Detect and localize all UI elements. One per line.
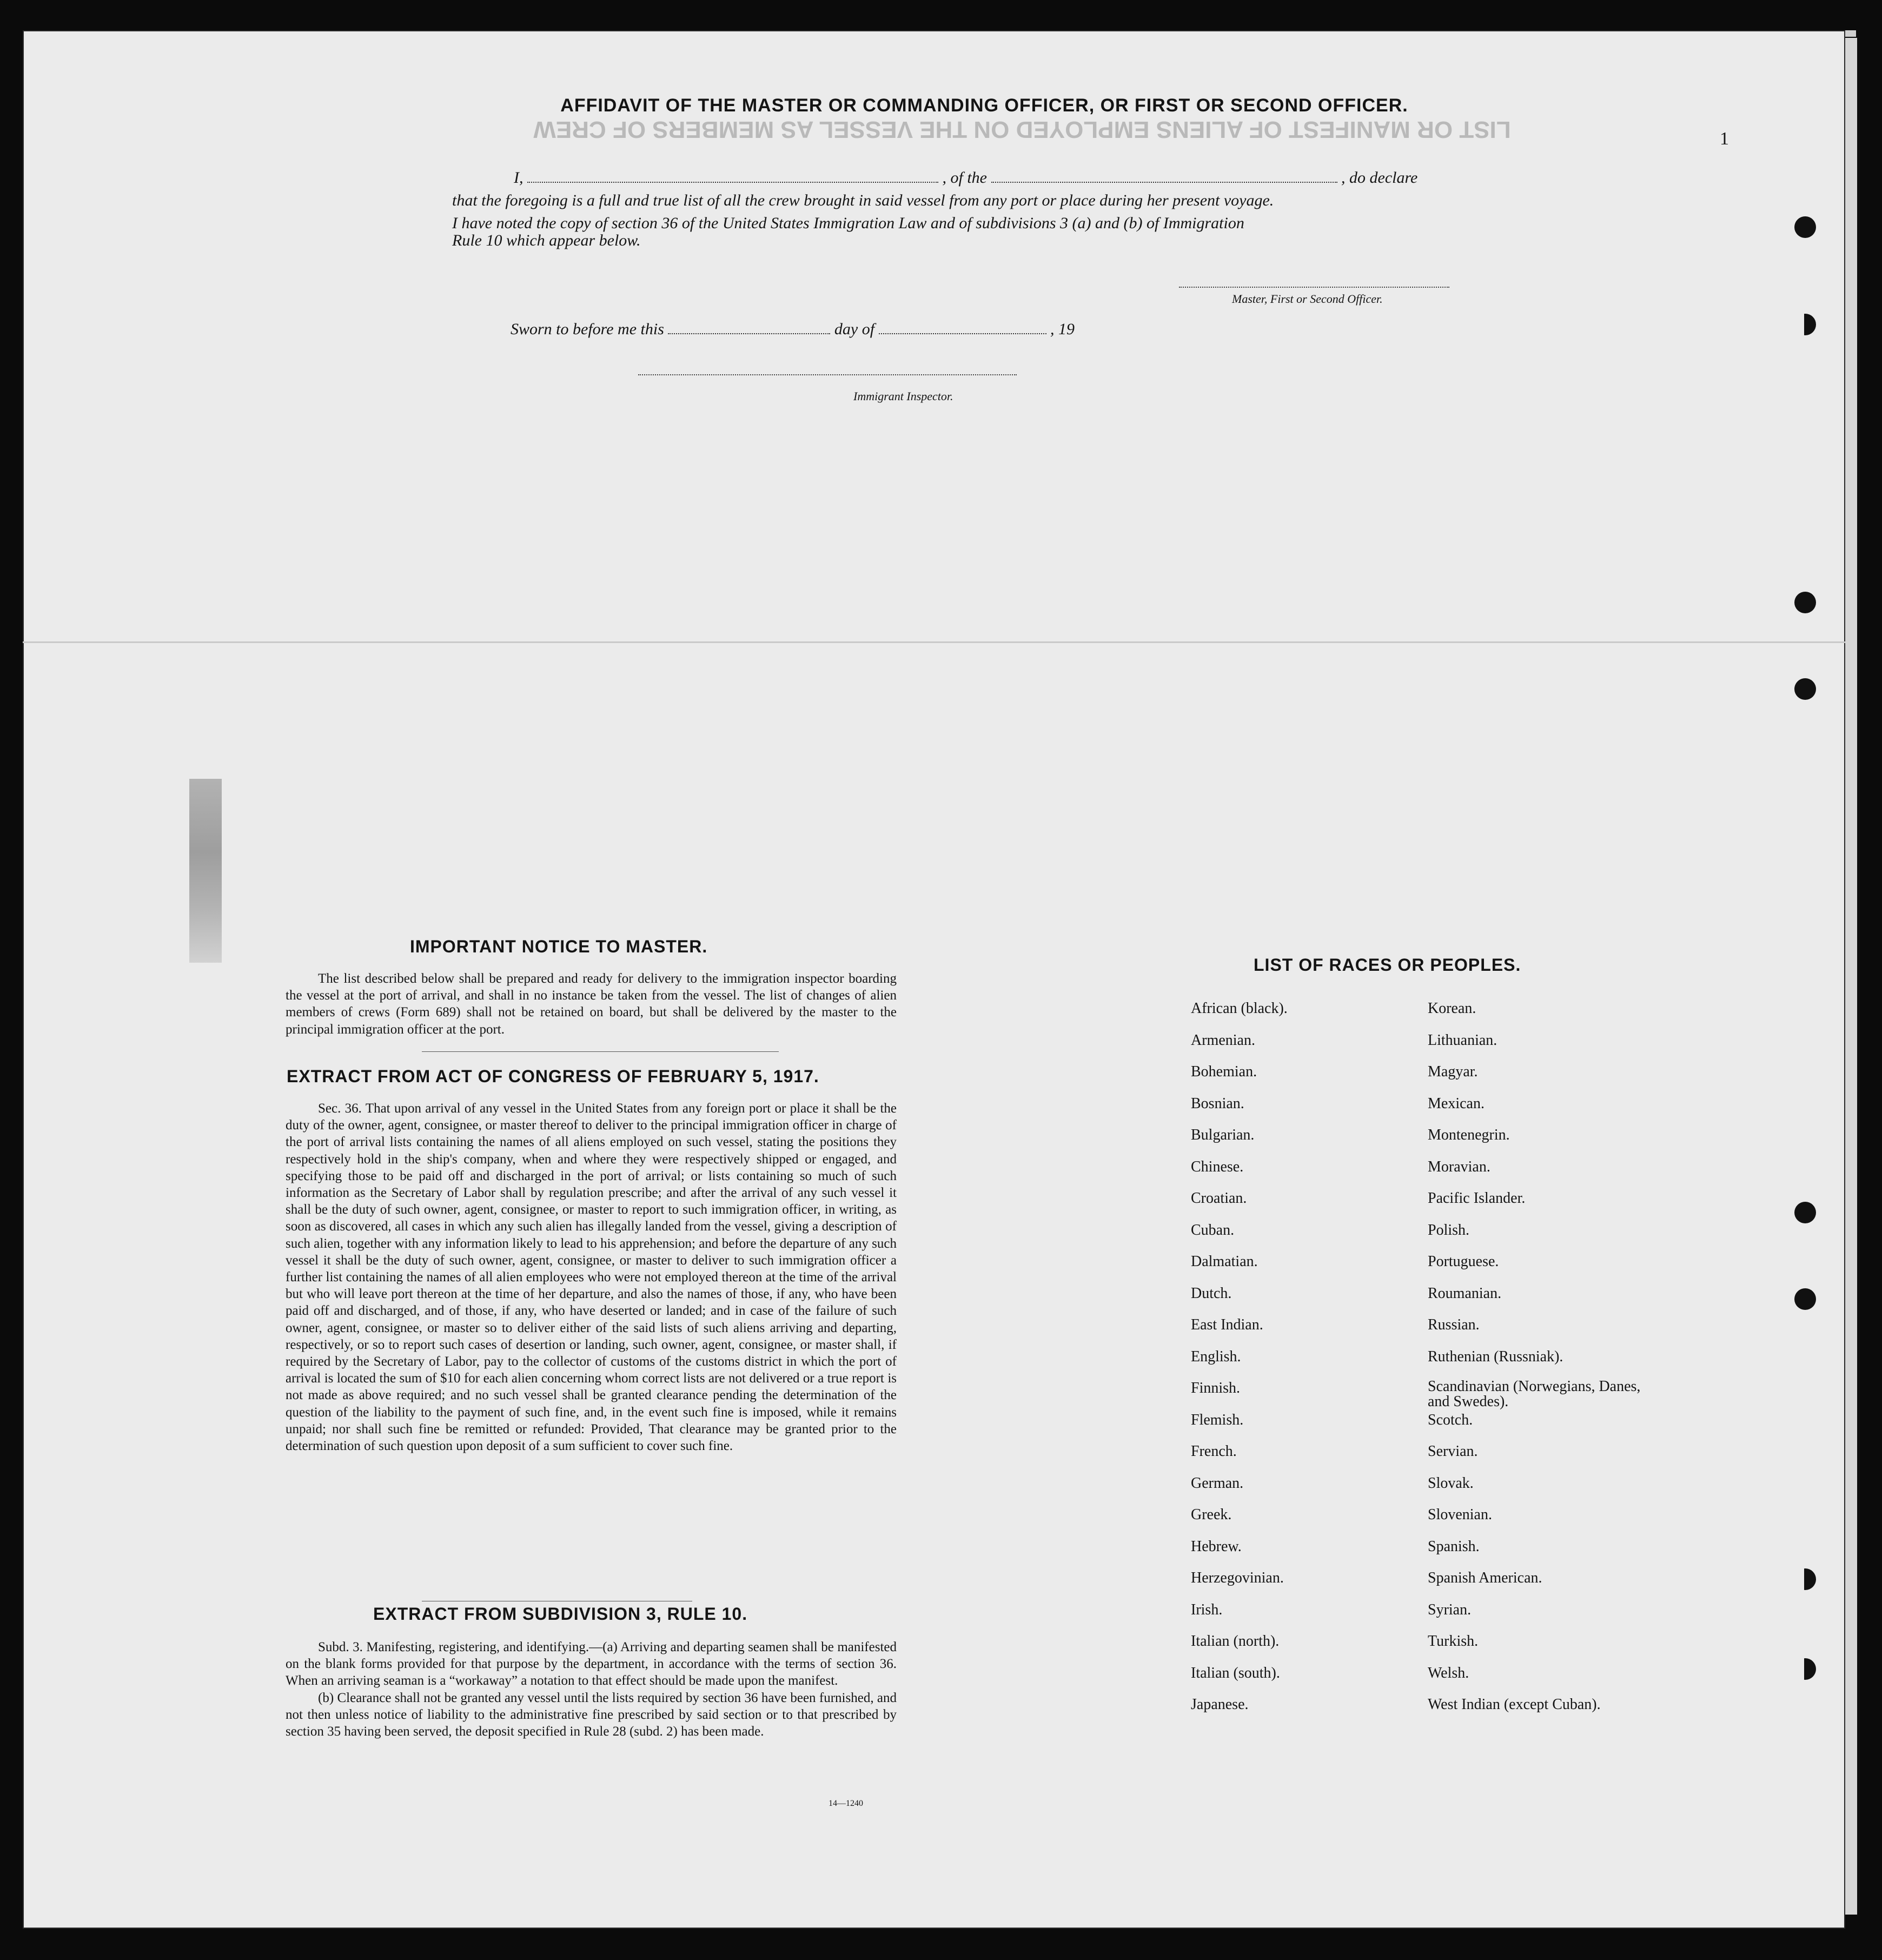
race-item: Bosnian. (1191, 1095, 1244, 1112)
race-item: Slovenian. (1428, 1506, 1492, 1523)
punch-hole (1794, 678, 1816, 700)
act-text: Sec. 36. That upon arrival of any vessel in the United States from any foreign port or place it shall be the duty of the owner, agent, consignee, or master thereof to deliver to the principal immigration officer in charge of the port of arrival lists containing the names of all aliens employed on such vessel, stating the positions they respectively hold in the ship's company, when and where they were respectively shipped or engaged, and specifying those to be paid off and discharged in the port of arrival; or lists containing so much of such information as the Secretary of Labor shall by regulation prescribe; and after the arrival of any such vessel it shall be the duty of such owner, agent, consignee, or master to report to such immigration officer, in writing, as soon as discovered, all cases in which any such alien has illegally landed from the vessel, giving a description of such alien, together with any information likely to lead to his apprehension; and before the departure of any such vessel it shall be the duty of such owner, agent, consignee, or master to deliver to such immigration officer a further list containing the names of all alien employees who were not employed thereon at the time of the arrival but who will leave port thereon at the time of her departure, and also the names of those, if any, who have been paid off and discharged, and of those, if any, who have deserted or landed; and in case of the failure of such owner, agent, consignee, or master so to deliver either of the said lists of such aliens arriving and departing, respectively, or so to report such cases of desertion or landing, such owner, agent, consignee, or master shall, if required by the Secretary of Labor, pay to the collector of customs of the customs district in which the port of arrival is located the sum of $10 for each alien concerning whom correct lists are not delivered or a true report is not made as above required; and no such vessel shall be granted clearance pending the determination of the question of the liability to the payment of such fine, and, in the event such fine is imposed, while it remains unpaid; nor shall such fine be remitted or refunded: Provided, That clearance may be granted prior to the determination of such question upon deposit of a sum sufficient to cover such fine. (286, 1101, 897, 1454)
race-item: Roumanian. (1428, 1284, 1502, 1302)
punch-hole (1794, 592, 1816, 613)
race-item: Mexican. (1428, 1095, 1485, 1112)
race-item: German. (1191, 1474, 1244, 1492)
race-item: Irish. (1191, 1601, 1223, 1618)
affidavit-title: AFFIDAVIT OF THE MASTER OR COMMANDING OFFICER, OR FIRST OR SECOND OFFICER. (560, 95, 1408, 116)
vessel-name-field[interactable] (991, 182, 1337, 183)
page-number: 1 (1720, 129, 1729, 149)
sworn-day-field[interactable] (668, 333, 830, 334)
sheet-edge (1845, 38, 1857, 1915)
punch-hole (1794, 1202, 1816, 1223)
sworn-text: Sworn to before me this (511, 320, 664, 338)
sworn-month-field[interactable] (879, 333, 1046, 334)
punch-hole (1794, 314, 1816, 335)
bleed-through-title: LIST OR MANIFEST OF ALIENS EMPLOYED ON THE VESSEL AS MEMBERS OF CREW (533, 116, 1511, 143)
race-item: Scandinavian (Norwegians, Danes, and Swedes). (1428, 1378, 1641, 1410)
sworn-year: , 19 (1050, 320, 1075, 338)
race-item: Syrian. (1428, 1601, 1472, 1618)
race-item: Italian (south). (1191, 1664, 1280, 1681)
punch-hole (1794, 1568, 1816, 1590)
race-item: Russian. (1428, 1316, 1480, 1333)
punch-hole (1794, 1658, 1816, 1680)
race-item: East Indian. (1191, 1316, 1263, 1333)
race-item: Ruthenian (Russniak). (1428, 1348, 1563, 1365)
form-number: 14—1240 (829, 1799, 863, 1808)
race-item: Montenegrin. (1428, 1127, 1510, 1143)
affidavit-line-1 (514, 169, 1417, 187)
race-item: West Indian (except Cuban). (1428, 1696, 1601, 1713)
master-signature-label: Master, First or Second Officer. (1232, 292, 1383, 306)
race-item: Italian (north). (1191, 1633, 1280, 1650)
affidavit-i: I, (514, 169, 523, 187)
races-column-2 (1428, 999, 1655, 1727)
notice-text: The list described below shall be prepared and ready for delivery to the immigration inspector boarding the vessel at the port of arrival, and shall in no instance be taken from the vessel. The list of changes of alien members of crews (Form 689) shall not be retained on board, but shall be delivered by the master to the principal immigration officer at the port. (286, 971, 897, 1037)
punch-hole (1794, 1288, 1816, 1310)
master-signature-line[interactable] (1179, 286, 1449, 288)
race-item: English. (1191, 1348, 1241, 1365)
ink-smudge (189, 779, 222, 963)
race-item: Lithuanian. (1428, 1031, 1497, 1049)
race-item: Pacific Islander. (1428, 1190, 1526, 1207)
race-item: Moravian. (1428, 1158, 1490, 1175)
race-item: Greek. (1191, 1506, 1232, 1523)
race-item: Japanese. (1191, 1696, 1249, 1713)
rule-text (286, 1639, 897, 1740)
race-item: Finnish. (1191, 1380, 1241, 1396)
race-item: Magyar. (1428, 1063, 1478, 1080)
affidavit-declare: , do declare (1341, 169, 1418, 187)
race-item: Korean. (1428, 1000, 1476, 1017)
race-item: Turkish. (1428, 1633, 1479, 1650)
race-item: Croatian. (1191, 1190, 1247, 1207)
rule-text-b: (b) Clearance shall not be granted any vessel until the lists required by section 36 have been furnished, and not then unless notice of liability to the administrative fine prescribed by said section or to that prescribed by section 35 having been served, the deposit specified in Rule 28 (subd. 2) has been made. (286, 1690, 897, 1739)
race-item: Cuban. (1191, 1221, 1235, 1239)
affidavit-line-4 (452, 231, 641, 250)
inspector-label: Immigrant Inspector. (853, 389, 953, 403)
rule-text-a: Subd. 3. Manifesting, registering, and identifying.—(a) Arriving and departing seamen shall be manifested on the blank forms provided for that purpose by the department, in accordance with the terms of section 36. When an arriving seaman is a “workaway” a notation to that effect should be made upon the manifest. (286, 1640, 897, 1688)
races-title: LIST OF RACES OR PEOPLES. (1254, 955, 1521, 975)
affidavit-of-the: , of the (942, 169, 987, 187)
sworn-day-of: day of (834, 320, 875, 338)
race-item: Polish. (1428, 1221, 1470, 1239)
race-item: Spanish. (1428, 1538, 1480, 1555)
divider (422, 1051, 779, 1052)
race-item: Slovak. (1428, 1474, 1474, 1492)
race-item: Spanish American. (1428, 1570, 1542, 1586)
race-item: Armenian. (1191, 1031, 1255, 1049)
affidavit-rule-ref: Rule 10 which appear below. (452, 231, 641, 249)
race-item: African (black). (1191, 1000, 1288, 1017)
race-item: Bohemian. (1191, 1063, 1257, 1080)
race-item: Welsh. (1428, 1664, 1469, 1681)
race-item: Scotch. (1428, 1411, 1473, 1428)
race-item: Dutch. (1191, 1284, 1232, 1302)
races-column-1 (1191, 999, 1288, 1727)
race-item: Servian. (1428, 1443, 1478, 1460)
race-item: Herzegovinian. (1191, 1570, 1284, 1586)
rule-title: EXTRACT FROM SUBDIVISION 3, RULE 10. (373, 1604, 748, 1624)
punch-hole (1794, 216, 1816, 238)
notice-title: IMPORTANT NOTICE TO MASTER. (410, 937, 708, 956)
race-item: Flemish. (1191, 1411, 1244, 1428)
fold-line (23, 641, 1845, 643)
race-item: Dalmatian. (1191, 1253, 1258, 1270)
master-name-field[interactable] (527, 182, 938, 183)
affidavit-line-2: that the foregoing is a full and true list of all the crew brought in said vessel from any port or place during her present voyage. (452, 191, 1274, 209)
sworn-line (511, 320, 1075, 339)
race-item: French. (1191, 1443, 1237, 1460)
affidavit-line-3: I have noted the copy of section 36 of the United States Immigration Law and of subdivisions 3 (a) and (b) of Immigration (452, 214, 1244, 232)
race-item: Hebrew. (1191, 1538, 1242, 1555)
race-item: Bulgarian. (1191, 1127, 1255, 1143)
inspector-signature-line[interactable] (638, 373, 1017, 375)
act-title: EXTRACT FROM ACT OF CONGRESS OF FEBRUARY 5, 1917. (287, 1067, 819, 1086)
race-item: Chinese. (1191, 1158, 1244, 1175)
race-item: Portuguese. (1428, 1253, 1499, 1270)
